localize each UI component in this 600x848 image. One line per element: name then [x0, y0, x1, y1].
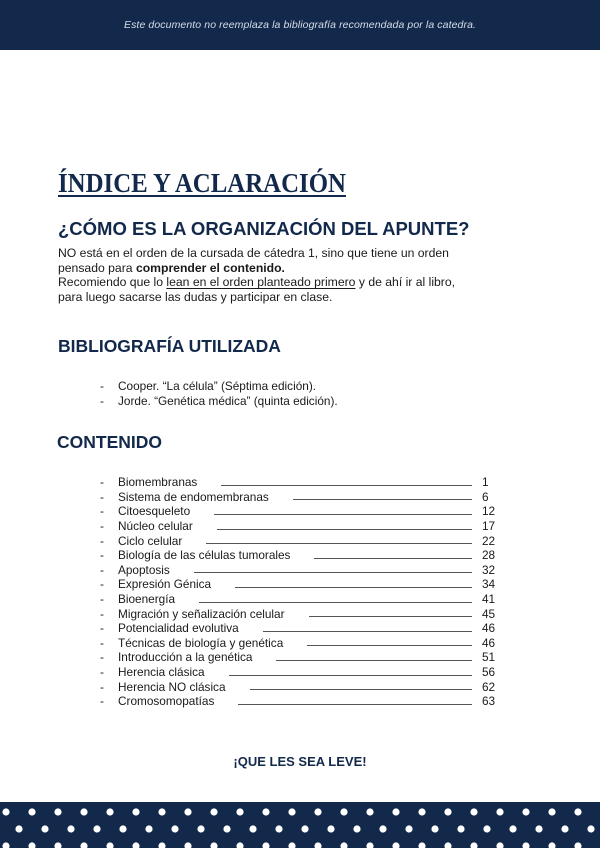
organization-line-2-text: pensado para [58, 260, 136, 275]
toc-page-number: 28 [482, 548, 496, 563]
polka-dot-pattern [0, 802, 600, 848]
toc-page-number: 6 [482, 489, 489, 504]
bibliography-list [100, 379, 338, 409]
polka-dot [314, 808, 321, 815]
list-dash: - [100, 475, 104, 490]
polka-dot [522, 842, 529, 848]
toc-entry [100, 636, 500, 651]
toc-entry [100, 548, 500, 563]
toc-page-number: 56 [482, 665, 496, 680]
polka-dot [470, 842, 477, 848]
bottom-dotted-band [0, 802, 600, 848]
polka-dot [561, 825, 568, 832]
toc-leader-line [250, 689, 472, 690]
toc-page-number: 41 [482, 592, 496, 607]
header-note: Este documento no reemplaza la bibliografía recomendada por la catedra. [123, 19, 477, 31]
list-dash: - [100, 504, 104, 519]
polka-dot [262, 842, 269, 848]
polka-dot [80, 808, 87, 815]
toc-entry [100, 665, 500, 680]
list-dash: - [100, 379, 104, 393]
toc-page-number: 17 [482, 519, 496, 534]
polka-dot [106, 808, 113, 815]
polka-dot [158, 842, 165, 848]
list-dash: - [100, 606, 104, 621]
polka-dot [2, 842, 9, 848]
toc-leader-line [214, 514, 472, 515]
organization-line-4: para luego sacarse las dudas y participar en clase. [58, 289, 333, 304]
polka-dot [444, 808, 451, 815]
toc-entry-title: Núcleo celular [118, 519, 193, 534]
polka-dot [535, 825, 542, 832]
polka-dot [574, 842, 581, 848]
toc-page-number: 63 [482, 694, 496, 709]
bibliography-item [100, 394, 338, 409]
list-dash: - [100, 519, 104, 534]
polka-dot [353, 825, 360, 832]
toc-entry [100, 621, 500, 636]
polka-dot [509, 825, 516, 832]
list-dash: - [100, 694, 104, 709]
toc-entry-title: Cromosomopatías [118, 694, 215, 709]
polka-dot [444, 842, 451, 848]
toc-page-number: 22 [482, 533, 496, 548]
polka-dot [158, 808, 165, 815]
bibliography-item-text: Jorde. “Genética médica” (quinta edición). [118, 394, 338, 408]
toc-page-number: 45 [482, 606, 496, 621]
toc-entry [100, 577, 500, 592]
toc-entry-title: Introducción a la genética [118, 650, 253, 665]
polka-dot [210, 808, 217, 815]
toc-entry [100, 519, 500, 534]
table-of-contents [100, 475, 500, 709]
toc-page-number: 1 [482, 475, 489, 490]
polka-dot [405, 825, 412, 832]
polka-dot [574, 808, 581, 815]
contents-heading: CONTENIDO [57, 432, 162, 452]
polka-dot [67, 825, 74, 832]
polka-dot [15, 825, 22, 832]
polka-dot [418, 808, 425, 815]
toc-leader-line [235, 587, 472, 588]
toc-page-number: 62 [482, 679, 496, 694]
toc-leader-line [263, 631, 472, 632]
toc-entry-title: Citoesqueleto [118, 504, 191, 519]
organization-line-3-post: y de ahí ir al libro, [355, 275, 456, 290]
polka-dot [171, 825, 178, 832]
polka-dot [236, 842, 243, 848]
polka-dot [392, 808, 399, 815]
toc-page-number: 12 [482, 504, 496, 519]
polka-dot [28, 842, 35, 848]
bibliography-heading: BIBLIOGRAFÍA UTILIZADA [58, 336, 281, 356]
toc-leader-line [307, 645, 472, 646]
organization-line-2-bold: comprender el contenido. [135, 260, 285, 275]
organization-paragraph [58, 246, 558, 304]
polka-dot [184, 808, 191, 815]
toc-leader-line [229, 675, 472, 676]
toc-page-number: 51 [482, 650, 496, 665]
polka-dot [288, 842, 295, 848]
polka-dot [54, 842, 61, 848]
polka-dot [93, 825, 100, 832]
toc-entry-title: Migración y señalización celular [118, 606, 285, 621]
polka-dot [54, 808, 61, 815]
polka-dot [340, 842, 347, 848]
list-dash: - [100, 635, 104, 650]
toc-entry-title: Ciclo celular [118, 533, 183, 548]
closing-message: ¡QUE LES SEA LEVE! [233, 754, 367, 769]
polka-dot [288, 808, 295, 815]
toc-entry-title: Biología de las células tumorales [118, 548, 291, 563]
toc-entry-title: Sistema de endomembranas [118, 489, 269, 504]
toc-page-number: 32 [482, 562, 496, 577]
polka-dot [392, 842, 399, 848]
toc-leader-line [217, 529, 472, 530]
polka-dot [197, 825, 204, 832]
polka-dot [366, 808, 373, 815]
header-banner [0, 0, 600, 50]
toc-leader-line [206, 543, 472, 544]
polka-dot [145, 825, 152, 832]
list-dash: - [100, 548, 104, 563]
polka-dot [496, 808, 503, 815]
polka-dot [236, 808, 243, 815]
toc-entry-title: Potencialidad evolutiva [118, 621, 239, 636]
polka-dot [249, 825, 256, 832]
toc-entry-title: Biomembranas [118, 475, 198, 490]
list-dash: - [100, 592, 104, 607]
polka-dot [366, 842, 373, 848]
toc-entry [100, 475, 500, 490]
toc-entry-title: Técnicas de biología y genética [118, 635, 284, 650]
polka-dot [132, 808, 139, 815]
polka-dot [301, 825, 308, 832]
list-dash: - [100, 533, 104, 548]
polka-dot [379, 825, 386, 832]
polka-dot [548, 808, 555, 815]
toc-entry [100, 679, 500, 694]
polka-dot [210, 842, 217, 848]
toc-leader-line [238, 704, 472, 705]
toc-page-number: 46 [482, 635, 496, 650]
polka-dot [80, 842, 87, 848]
polka-dot [522, 808, 529, 815]
list-dash: - [100, 679, 104, 694]
polka-dot [457, 825, 464, 832]
toc-entry [100, 490, 500, 505]
polka-dot [184, 842, 191, 848]
toc-leader-line [293, 499, 472, 500]
polka-dot [483, 825, 490, 832]
list-dash: - [100, 621, 104, 636]
list-dash: - [100, 650, 104, 665]
toc-entry [100, 533, 500, 548]
toc-leader-line [194, 572, 472, 573]
polka-dot [275, 825, 282, 832]
polka-dot [431, 825, 438, 832]
toc-page-number: 34 [482, 577, 496, 592]
organization-line-3-underlined: lean en el orden planteado primero [166, 275, 356, 290]
polka-dot [28, 808, 35, 815]
toc-entry-title: Apoptosis [118, 562, 170, 577]
list-dash: - [100, 562, 104, 577]
toc-entry-title: Expresión Génica [118, 577, 212, 592]
toc-entry [100, 650, 500, 665]
toc-entry [100, 606, 500, 621]
toc-leader-line [314, 558, 472, 559]
toc-entry [100, 694, 500, 709]
toc-leader-line [221, 485, 472, 486]
polka-dot [41, 825, 48, 832]
organization-line-2 [58, 261, 558, 276]
polka-dot [418, 842, 425, 848]
organization-line-3-pre: Recomiendo que lo [58, 275, 167, 290]
polka-dot [106, 842, 113, 848]
polka-dot [132, 842, 139, 848]
list-dash: - [100, 665, 104, 680]
toc-entry [100, 592, 500, 607]
toc-entry [100, 504, 500, 519]
polka-dot [496, 842, 503, 848]
polka-dot [2, 808, 9, 815]
toc-leader-line [276, 660, 472, 661]
polka-dot [548, 842, 555, 848]
polka-dot [340, 808, 347, 815]
toc-entry-title: Bioenergía [118, 592, 176, 607]
toc-leader-line [309, 616, 472, 617]
bibliography-item-text: Cooper. “La célula” (Séptima edición). [118, 379, 317, 393]
organization-line-1: NO está en el orden de la cursada de cátedra 1, sino que tiene un orden [58, 246, 449, 260]
toc-entry [100, 563, 500, 578]
polka-dot [470, 808, 477, 815]
polka-dot [587, 825, 594, 832]
list-dash: - [100, 489, 104, 504]
polka-dot [314, 842, 321, 848]
polka-dot [223, 825, 230, 832]
list-dash: - [100, 394, 104, 408]
toc-page-number: 46 [482, 621, 496, 636]
bibliography-item [100, 379, 338, 394]
polka-dot [119, 825, 126, 832]
list-dash: - [100, 577, 104, 592]
organization-line-3 [58, 275, 558, 290]
polka-dot [262, 808, 269, 815]
toc-entry-title: Herencia NO clásica [118, 679, 226, 694]
toc-leader-line [199, 602, 472, 603]
toc-entry-title: Herencia clásica [118, 665, 205, 680]
organization-heading: ¿CÓMO ES LA ORGANIZACIÓN DEL APUNTE? [58, 218, 470, 239]
polka-dot [327, 825, 334, 832]
page-title: ÍNDICE Y ACLARACIÓN [58, 168, 346, 198]
